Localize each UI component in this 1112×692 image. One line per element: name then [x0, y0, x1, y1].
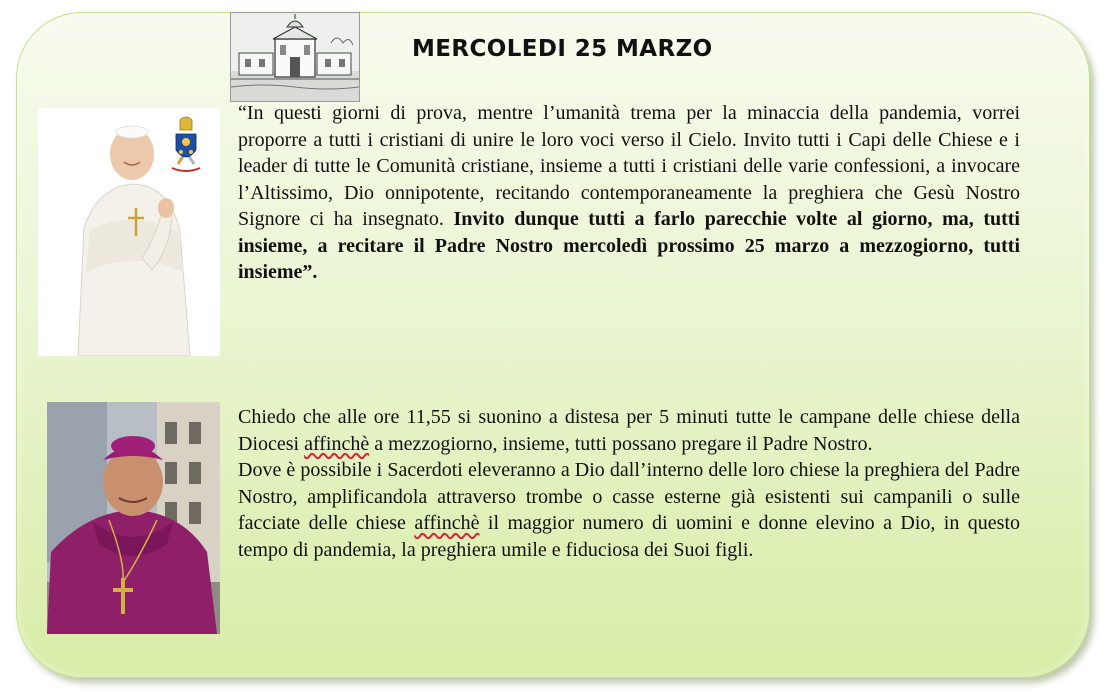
spellcheck-word: affinchè: [414, 512, 480, 535]
page-title: MERCOLEDI 25 MARZO: [412, 36, 713, 62]
message-p2-start: Dove è possibile i Sacerdoti eleveranno a Dio dall’interno delle loro chiese la preghiera del Padre Nostro, amplificandola attraverso trombe o casse esterne già esistenti sui campanili o sulle facciate delle chiese: [238, 459, 1020, 535]
spellcheck-word: affinchè: [304, 432, 370, 455]
bishop-photo: [47, 402, 220, 634]
quote-normal-text: “In questi giorni di prova, mentre l’umanità trema per la minaccia della pandemia, vorrei proporre a tutti i cristiani di unire le loro voci verso il Cielo. Invito tutti i Capi delle Chiese e i leader di tutte le Comunità cristiane, insieme a tutti i cristiani delle varie confessioni, a invocare l’Altissimo, Dio onnipotente, recitando contemporaneamente la preghiera che Gesù Nostro Signore ci ha insegnato.: [238, 102, 1020, 230]
papal-coat-of-arms-icon: [166, 114, 206, 174]
message-p1-start: Chiedo che alle ore 11,55 si suonino a distesa per 5 minuti tutte le campane delle chiese della Diocesi: [238, 406, 1020, 455]
message-text: [238, 404, 1020, 564]
quote-bold-text: Invito dunque tutti a farlo parecchie volte al giorno, ma, tutti insieme, a recitare il Padre Nostro mercoledì prossimo 25 marzo a mezzogiorno, tutti insieme”.: [238, 208, 1020, 283]
message-paragraph-2: [238, 457, 1020, 563]
message-p1-end: a mezzogiorno, insieme, tutti possano pregare il Padre Nostro.: [374, 432, 873, 455]
church-icon: [230, 12, 360, 102]
message-paragraph-1: [238, 404, 1020, 457]
quote-text: [238, 100, 1020, 286]
message-p2-end: il maggior numero di uomini e donne elevino a Dio, in questo tempo di pandemia, la preghiera umile e fiduciosa dei Suoi figli.: [238, 512, 1021, 561]
